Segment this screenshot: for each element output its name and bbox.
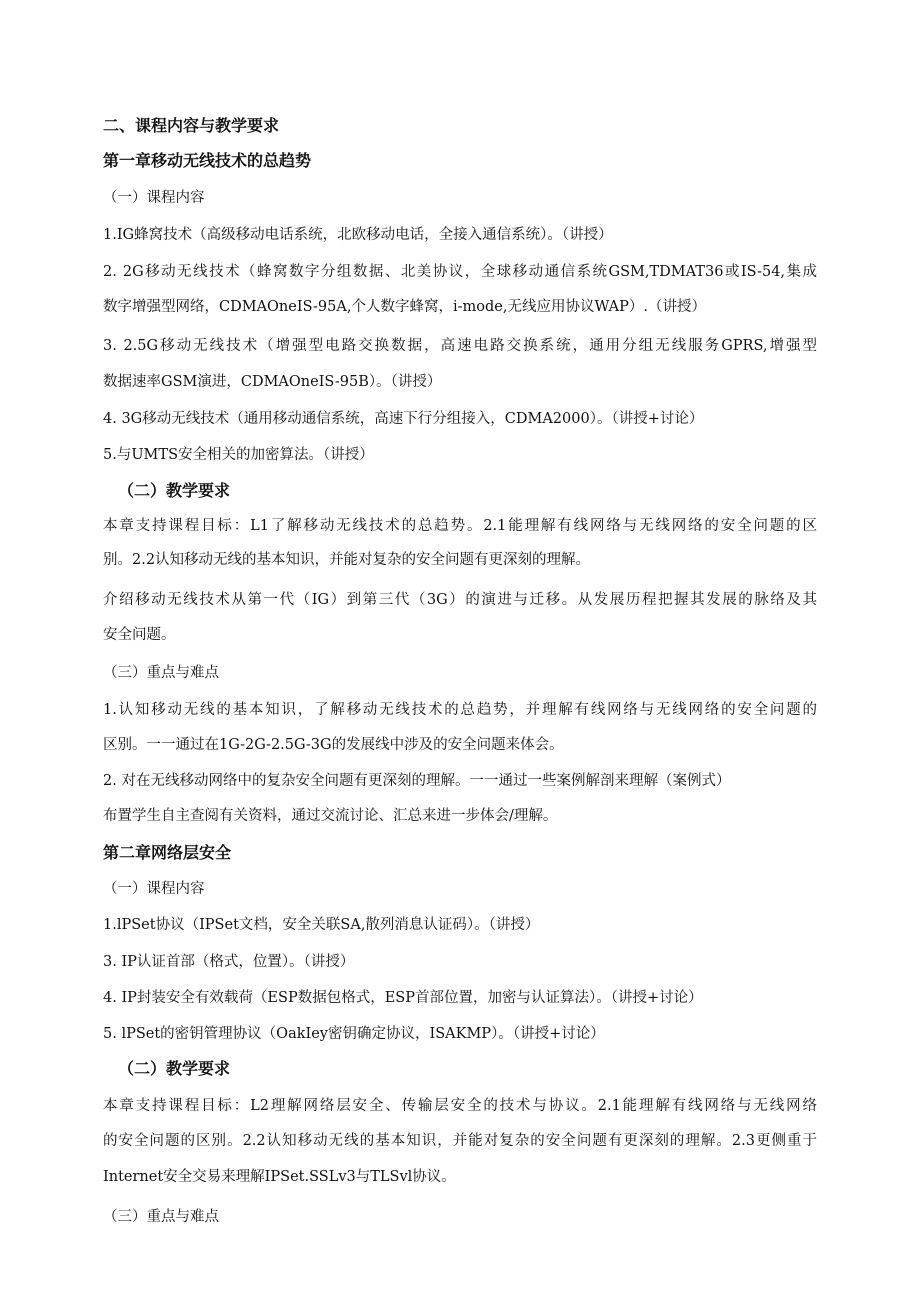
section-heading: 二、课程内容与教学要求 <box>103 116 280 135</box>
chapter-2-content-heading: （一）课程内容 <box>103 881 205 897</box>
chapter-2-item: 5. lPSet的密钥管理协议（OakIey密钥确定协议，ISAKMP）。（讲授+讨论） <box>103 1026 605 1042</box>
chapter-2-title: 第二章网络层安全 <box>103 843 232 862</box>
chapter-1-content-heading: （一）课程内容 <box>103 190 205 206</box>
chapter-1-item: 5.与UMTS安全相关的加密算法。（讲授） <box>103 447 374 463</box>
chapter-1-item: 3. 2.5G移动无线技术（增强型电路交换数据，高速电路交换系统，通用分组无线服务GPRS,增强型 <box>103 338 817 354</box>
chapter-1-req-heading: （二）教学要求 <box>118 481 231 500</box>
chapter-2-req-heading: （二）教学要求 <box>118 1059 231 1078</box>
chapter-2-item: 1.lPSet协议（IPSet文档，安全关联SA,散列消息认证码）。（讲授） <box>103 917 540 933</box>
chapter-1-key-line: 布置学生自主查阅有关资料，通过交流讨论、汇总来进一步体会/理解。 <box>103 808 558 824</box>
chapter-2-req-line: 本章支持课程目标：L2理解网络层安全、传输层安全的技术与协议。2.1能理解有线网络与无线网络 <box>103 1098 817 1114</box>
chapter-1-req-line: 别。2.2认知移动无线的基本知识，并能对复杂的安全问题有更深刻的理解。 <box>103 552 591 568</box>
chapter-1-req-line: 安全问题。 <box>103 627 176 643</box>
chapter-2-req-line: 的安全问题的区别。2.2认知移动无线的基本知识，并能对复杂的安全问题有更深刻的理解。2.3更侧重于 <box>103 1133 817 1149</box>
chapter-1-req-line: 介绍移动无线技术从第一代（IG）到第三代（3G）的演进与迁移。从发展历程把握其发展的脉络及其 <box>103 592 817 608</box>
chapter-2-item: 3. IP认证首部（格式，位置）。（讲授） <box>103 954 355 970</box>
chapter-1-item: 4. 3G移动无线技术（通用移动通信系统，高速下行分组接入，CDMA2000）。（讲授+讨论） <box>103 411 704 427</box>
chapter-2-item: 4. IP封装安全有效载荷（ESP数据包格式，ESP首部位置，加密与认证算法）。（讲授+讨论） <box>103 990 703 1006</box>
chapter-1-key-line: 2. 对在无线移动网络中的复杂安全问题有更深刻的理解。一一通过一些案例解剖来理解（案例式） <box>103 773 731 789</box>
chapter-1-key-line: 1.认知移动无线的基本知识，了解移动无线技术的总趋势，并理解有线网络与无线网络的安全问题的 <box>103 702 817 718</box>
chapter-1-key-heading: （三）重点与难点 <box>103 665 219 681</box>
chapter-1-item-continuation: 数据速率GSM演进，CDMAOneIS-95B）。（讲授） <box>103 374 442 390</box>
chapter-1-item: 2. 2G移动无线技术（蜂窝数字分组数据、北美协议，全球移动通信系统GSM,TDMAT36或IS-54,集成 <box>103 264 817 280</box>
chapter-1-key-line: 区别。一一通过在1G-2G-2.5G-3G的发展线中涉及的安全问题来体会。 <box>103 737 564 753</box>
chapter-1-req-line: 本章支持课程目标：L1了解移动无线技术的总趋势。2.1能理解有线网络与无线网络的安全问题的区 <box>103 518 817 534</box>
chapter-2-key-heading: （三）重点与难点 <box>103 1209 219 1225</box>
chapter-1-item-continuation: 数字增强型网络，CDMAOneIS-95A,个人数字蜂窝，i-mode,无线应用协议WAP）.（讲授） <box>103 299 706 315</box>
chapter-1-item: 1.IG蜂窝技术（高级移动电话系统，北欧移动电话，全接入通信系统）。（讲授） <box>103 227 613 243</box>
chapter-2-req-line: Internet安全交易来理解IPSet.SSLv3与TLSvl协议。 <box>103 1169 456 1185</box>
chapter-1-title: 第一章移动无线技术的总趋势 <box>103 151 312 170</box>
